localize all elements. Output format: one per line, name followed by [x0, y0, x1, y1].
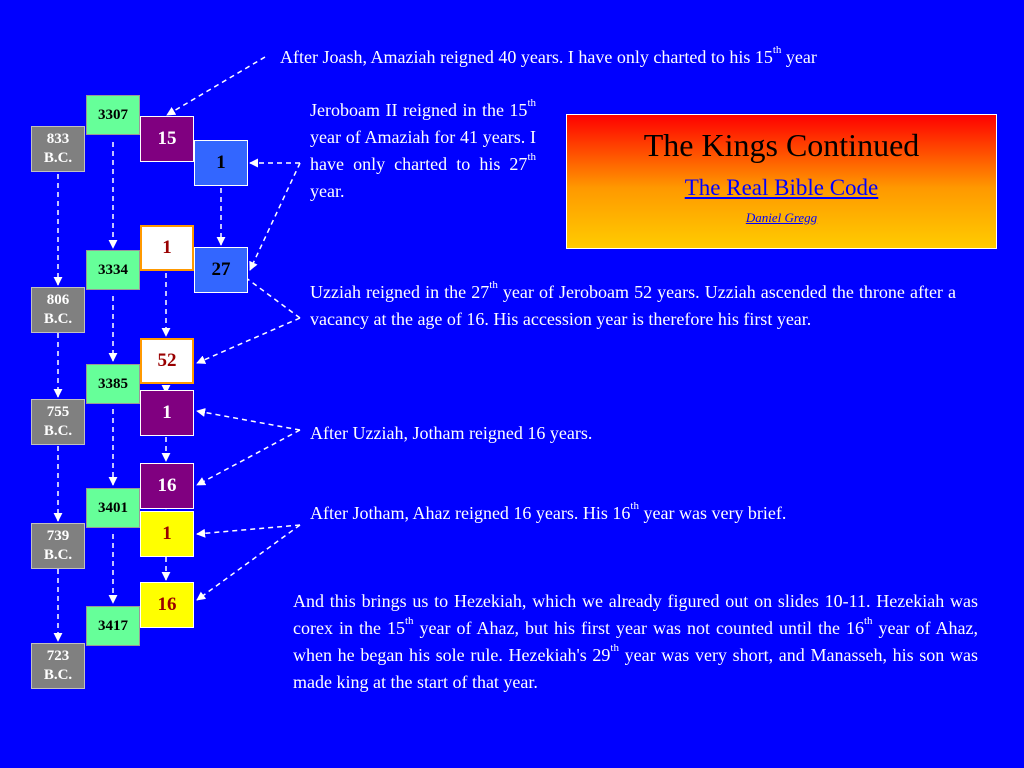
jeroboam-note: Jeroboam II reigned in the 15th year of Amaziah for 41 years. I have only charted to his 27th year.	[310, 97, 536, 201]
year-box: 3334	[86, 250, 140, 290]
ahaz-note: After Jotham, Ahaz reigned 16 years. His 16th year was very brief.	[310, 500, 787, 523]
jeroboam-year-1-box: 1	[194, 140, 248, 186]
ahaz-arrow-2	[197, 525, 300, 600]
bc-date-number: 723	[46, 648, 70, 664]
author-link[interactable]: Daniel Gregg	[745, 210, 818, 225]
uzziah-year-1-box: 1	[140, 225, 194, 271]
jotham-arrow-2	[197, 430, 300, 485]
bc-date-box	[31, 287, 85, 333]
year-box: 3401	[86, 488, 140, 528]
bc-date-suffix: B.C.	[43, 423, 73, 439]
bc-date-suffix: B.C.	[43, 547, 73, 563]
bc-date-box	[31, 399, 85, 445]
jotham-year-1-box: 1	[140, 390, 194, 436]
amaziah-year-15-box: 15	[140, 116, 194, 162]
uzziah-note: Uzziah reigned in the 27th year of Jeroboam 52 years. Uzziah ascended the throne after a vacancy at the age of 16. His accession year is therefore his first year.	[310, 279, 956, 329]
bc-date-number: 739	[46, 528, 70, 544]
joash-note: After Joash, Amaziah reigned 40 years. I have only charted to his 15th year	[280, 44, 817, 67]
joash-arrow	[167, 57, 265, 115]
bc-date-number: 806	[46, 292, 70, 308]
bc-date-number: 833	[46, 131, 70, 147]
bc-date-suffix: B.C.	[43, 311, 73, 327]
jotham-year-16-box: 16	[140, 463, 194, 509]
year-box: 3307	[86, 95, 140, 135]
bc-date-box	[31, 643, 85, 689]
uzziah-arrow-2	[197, 318, 300, 363]
ahaz-arrow-1	[197, 525, 300, 534]
jotham-arrow-1	[197, 411, 300, 430]
jotham-note: After Uzziah, Jotham reigned 16 years.	[310, 423, 593, 443]
hezekiah-note: And this brings us to Hezekiah, which we already figured out on slides 10-11. Hezekiah was corex in the 15th year of Ahaz, but his first year was not counted until the 16th year of Ahaz, when he began his sole rule. Hezekiah's 29th year was very short, and Manasseh, his son was made king at the start of that year.	[293, 591, 979, 692]
jeroboam-year-27-box: 27	[194, 247, 248, 293]
bc-date-number: 755	[46, 404, 70, 420]
year-box: 3385	[86, 364, 140, 404]
ahaz-year-16-box: 16	[140, 582, 194, 628]
ahaz-year-1-box: 1	[140, 511, 194, 557]
bc-date-box	[31, 126, 85, 172]
year-box: 3417	[86, 606, 140, 646]
jeroboam-arrow-2	[250, 163, 300, 270]
slide-title: The Kings Continued	[643, 127, 920, 163]
subtitle-link[interactable]: The Real Bible Code	[684, 175, 879, 200]
uzziah-year-52-box: 52	[140, 338, 194, 384]
bc-date-suffix: B.C.	[43, 150, 73, 166]
bc-date-suffix: B.C.	[43, 667, 73, 683]
bc-date-box	[31, 523, 85, 569]
